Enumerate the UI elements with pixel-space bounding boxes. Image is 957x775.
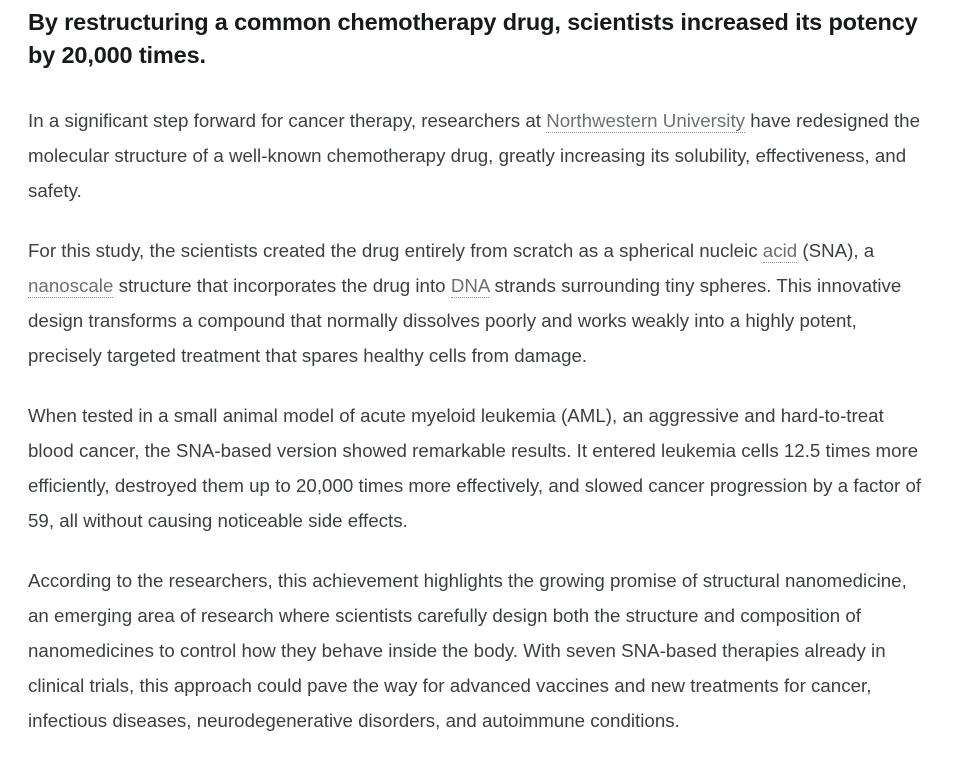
- link-nanoscale[interactable]: nanoscale: [28, 275, 114, 296]
- text-run: structure that incorporates the drug into: [113, 275, 451, 296]
- text-run: For this study, the scientists created the drug entirely from scratch as a spherical nucleic: [28, 240, 763, 261]
- text-run: (SNA), a: [797, 240, 875, 261]
- paragraph-3: [28, 398, 932, 538]
- text-run: In a significant step forward for cancer therapy, researchers at: [28, 110, 547, 131]
- paragraph-4: [28, 563, 932, 738]
- link-northwestern-university[interactable]: Northwestern University: [546, 110, 746, 131]
- article-body: [28, 103, 932, 738]
- text-run: When tested in a small animal model of acute myeloid leukemia (AML), an aggressive and hard-to-treat blood cancer, the SNA-based version showed remarkable results. It entered leukemia cells 12.5 times more efficiently, destroyed them up to 20,000 times more effectively, and slowed cancer progression by a factor of 59, all without causing noticeable side effects.: [28, 405, 922, 531]
- text-run: strands surrounding tiny spheres. This innovative design transforms a compound that normally dissolves poorly and works weakly into a highly potent, precisely targeted treatment that spares healthy cells from damage.: [28, 275, 902, 366]
- article-headline: By restructuring a common chemotherapy drug, scientists increased its potency by 20,000 times.: [28, 9, 918, 68]
- paragraph-1: [28, 103, 932, 208]
- paragraph-2: [28, 233, 932, 373]
- text-run: According to the researchers, this achievement highlights the growing promise of structural nanomedicine, an emerging area of research where scientists carefully design both the structure and composition of nanomedicines to control how they behave inside the body. With seven SNA-based therapies already in clinical trials, this approach could pave the way for advanced vaccines and new treatments for cancer, infectious diseases, neurodegenerative disorders, and autoimmune conditions.: [28, 570, 907, 731]
- link-dna[interactable]: DNA: [450, 275, 490, 296]
- text-run: have redesigned the molecular structure of a well-known chemotherapy drug, greatly increasing its solubility, effectiveness, and safety.: [28, 110, 920, 201]
- link-acid[interactable]: acid: [762, 240, 798, 261]
